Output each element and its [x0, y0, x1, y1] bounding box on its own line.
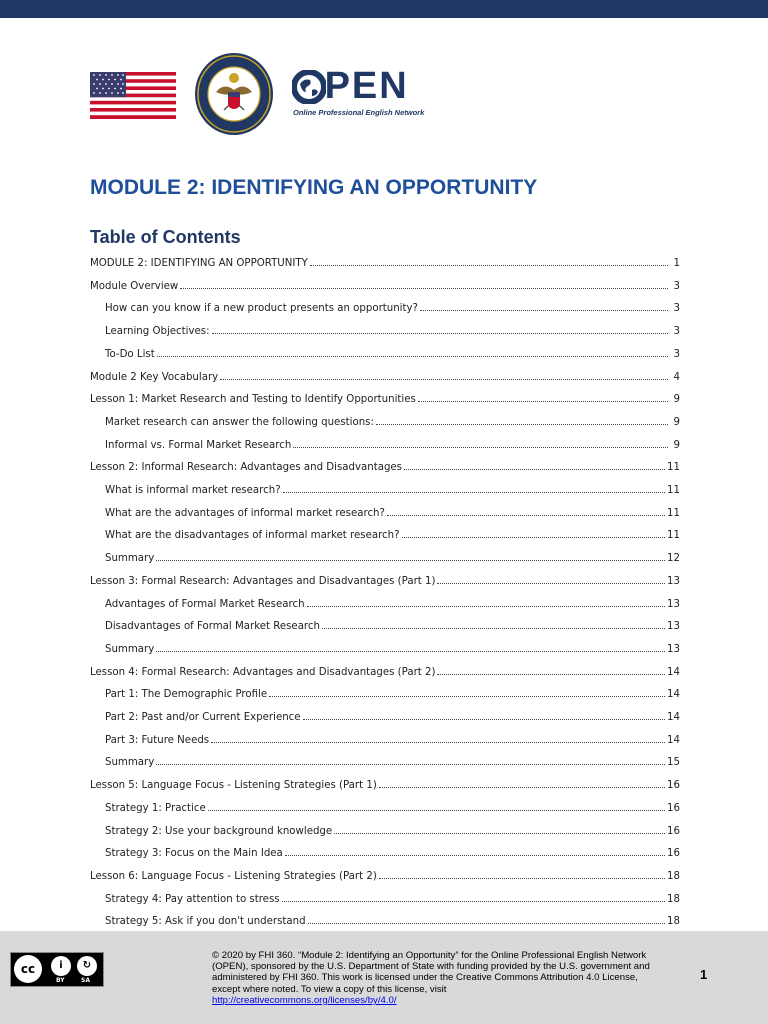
toc-entry-page: 3 — [673, 348, 680, 360]
toc-entry-page: 11 — [667, 485, 680, 496]
toc-entry-title: Informal vs. Formal Market Research — [105, 439, 292, 451]
toc-entry-title: Learning Objectives: — [105, 326, 210, 338]
toc-leader-dots — [282, 901, 665, 902]
toc-leader-dots — [418, 401, 668, 402]
toc-entry-page: 9 — [673, 439, 680, 451]
toc-entry-page: 11 — [667, 530, 680, 542]
toc-entry-page: 9 — [673, 394, 680, 406]
toc-entry-title: Part 1: The Demographic Profile — [105, 689, 268, 701]
toc-entry-title: Part 3: Future Needs — [105, 734, 210, 746]
toc-entry[interactable] — [105, 913, 680, 927]
toc-leader-dots — [212, 333, 668, 334]
toc-entry-title: Lesson 5: Language Focus - Listening Strategies (Part 1) — [90, 780, 377, 792]
toc-entry-page: 15 — [667, 757, 680, 769]
toc-entry[interactable] — [105, 686, 680, 700]
toc-entry-page: 4 — [673, 371, 680, 383]
toc-entry-page: 13 — [667, 621, 680, 633]
toc-leader-dots — [334, 833, 665, 834]
toc-leader-dots — [285, 855, 665, 856]
toc-entry-title: Summary — [105, 553, 155, 565]
toc-entry[interactable] — [105, 300, 680, 314]
toc-entry-title: Strategy 4: Pay attention to stress — [105, 893, 280, 905]
toc-entry-title: Module 2 Key Vocabulary — [90, 371, 219, 383]
toc-entry-title: Summary — [105, 643, 155, 655]
toc-entry-page: 18 — [667, 916, 680, 928]
toc-entry-title: What are the disadvantages of informal market research? — [105, 530, 400, 542]
toc-entry-title: Summary — [105, 757, 155, 769]
license-link[interactable]: http://creativecommons.org/licenses/by/4.0/ — [212, 994, 397, 1006]
toc-entry-page: 14 — [667, 689, 680, 701]
toc-entry[interactable] — [90, 777, 680, 791]
toc-entry-page: 14 — [667, 666, 680, 678]
toc-entry-title: What is informal market research? — [105, 485, 281, 496]
toc-leader-dots — [387, 515, 665, 516]
toc-entry-title: Strategy 2: Use your background knowledge — [105, 825, 333, 837]
toc-entry-page: 16 — [667, 848, 680, 860]
us-flag-icon — [90, 72, 176, 119]
toc-entry[interactable] — [105, 323, 680, 337]
toc-leader-dots — [307, 606, 666, 607]
toc-entry[interactable] — [105, 641, 680, 655]
toc-entry-title: Lesson 3: Formal Research: Advantages and Disadvantages (Part 1) — [90, 575, 436, 587]
toc-leader-dots — [404, 469, 665, 470]
toc-entry-page: 18 — [667, 893, 680, 905]
toc-leader-dots — [211, 742, 665, 743]
toc-entry-page: 14 — [667, 712, 680, 723]
toc-entry-page: 12 — [667, 553, 680, 565]
toc-entry-page: 16 — [667, 825, 680, 837]
page-number: 1 — [700, 967, 708, 982]
toc-entry-page: 3 — [673, 280, 680, 292]
cc-by-label: BY — [56, 977, 65, 984]
toc-entry[interactable] — [105, 845, 680, 859]
toc-leader-dots — [303, 719, 665, 720]
toc-leader-dots — [283, 492, 665, 493]
license-text: © 2020 by FHI 360. “Module 2: Identifying an Opportunity” for the Online Professional English Network (OPEN), sponsored by the U.S. Department of State with funding provided by the U.S. government and administered by FHI 360. This work is licensed under the Creative Commons Attribution 4.0 License, except where noted. To view a copy of this license, visit — [212, 950, 650, 995]
cc-by-sa-badge[interactable] — [10, 952, 104, 987]
cc-icon: cc — [14, 955, 42, 983]
open-logo-letters: PEN — [324, 65, 409, 107]
department-of-state-seal-icon — [194, 52, 274, 136]
toc-entry-page: 14 — [667, 734, 680, 746]
toc-title: Table of Contents — [90, 227, 241, 247]
toc-leader-dots — [420, 310, 668, 311]
open-logo-text — [293, 66, 409, 106]
toc-entry-title: Strategy 1: Practice — [105, 802, 206, 814]
toc-entry[interactable] — [90, 573, 680, 587]
toc-entry[interactable] — [105, 800, 680, 814]
cc-sa-label: SA — [81, 977, 90, 984]
toc-leader-dots — [437, 583, 665, 584]
toc-entry[interactable] — [105, 482, 680, 496]
toc-entry-title: Lesson 2: Informal Research: Advantages and Disadvantages — [90, 462, 402, 474]
toc-entry[interactable] — [105, 346, 680, 360]
toc-leader-dots — [157, 356, 668, 357]
toc-leader-dots — [180, 288, 668, 289]
toc-entry[interactable] — [105, 754, 680, 768]
toc-entry[interactable] — [105, 618, 680, 632]
toc-entry[interactable] — [90, 369, 680, 383]
toc-leader-dots — [437, 674, 665, 675]
toc-leader-dots — [308, 923, 665, 924]
toc-entry-page: 16 — [667, 802, 680, 814]
toc-entry-title: To-Do List — [105, 348, 155, 360]
toc-entry[interactable] — [105, 437, 680, 451]
toc-entry-title: Lesson 1: Market Research and Testing to Identify Opportunities — [90, 394, 416, 406]
toc-leader-dots — [379, 878, 665, 879]
toc-entry-title: Strategy 5: Ask if you don't understand — [105, 916, 306, 928]
toc-entry-title: Strategy 3: Focus on the Main Idea — [105, 848, 283, 860]
toc-entry-title: Disadvantages of Formal Market Research — [105, 621, 320, 633]
module-title: MODULE 2: IDENTIFYING AN OPPORTUNITY — [90, 176, 538, 199]
toc-leader-dots — [402, 537, 666, 538]
toc-entry[interactable] — [90, 391, 680, 405]
toc-entry[interactable] — [90, 278, 680, 292]
toc-entry[interactable] — [90, 255, 680, 269]
toc-entry-page: 13 — [667, 643, 680, 655]
toc-entry[interactable] — [105, 414, 680, 428]
toc-leader-dots — [376, 424, 668, 425]
toc-entry-title: What are the advantages of informal market research? — [105, 507, 385, 519]
toc-leader-dots — [156, 764, 665, 765]
toc-entry-page: 18 — [667, 870, 680, 882]
toc-leader-dots — [208, 810, 665, 811]
toc-entry[interactable] — [90, 459, 680, 473]
top-bar — [0, 0, 768, 18]
toc-leader-dots — [322, 628, 665, 629]
toc-entry-page: 11 — [667, 507, 680, 519]
toc-entry-page: 3 — [673, 326, 680, 338]
attribution-person-icon: i — [51, 956, 71, 976]
toc-entry-title: MODULE 2: IDENTIFYING AN OPPORTUNITY — [90, 258, 308, 269]
toc-leader-dots — [220, 379, 668, 380]
toc-leader-dots — [293, 447, 668, 448]
toc-entry-title: Lesson 6: Language Focus - Listening Strategies (Part 2) — [90, 870, 377, 882]
toc-entry[interactable] — [105, 505, 680, 519]
toc-entry[interactable] — [105, 596, 680, 610]
toc-entry[interactable] — [90, 868, 680, 882]
toc-entry-title: Lesson 4: Formal Research: Advantages and Disadvantages (Part 2) — [90, 666, 436, 678]
toc-entry-page: 11 — [667, 462, 680, 474]
share-alike-icon: ↻ — [77, 956, 97, 976]
toc-leader-dots — [269, 696, 665, 697]
toc-entry[interactable] — [90, 664, 680, 678]
toc-entry[interactable] — [105, 823, 680, 837]
toc-leader-dots — [310, 265, 668, 266]
toc-entry-title: Advantages of Formal Market Research — [105, 598, 305, 610]
toc-entry[interactable] — [105, 891, 680, 905]
toc-leader-dots — [156, 560, 665, 561]
open-tagline: Online Professional English Network — [293, 108, 425, 117]
toc-entry-page: 13 — [667, 598, 680, 610]
footer — [0, 931, 768, 1024]
toc-entry-page: 1 — [673, 258, 680, 269]
header-logos — [90, 52, 510, 142]
toc-leader-dots — [156, 651, 665, 652]
license-text-block — [212, 950, 652, 1006]
toc-entry[interactable] — [105, 550, 680, 564]
toc-leader-dots — [379, 787, 665, 788]
toc-entry-title: Market research can answer the following questions: — [105, 416, 374, 428]
toc-entry-page: 13 — [667, 575, 680, 587]
toc-entry-page: 9 — [673, 416, 680, 428]
toc-entry[interactable] — [105, 527, 680, 541]
toc-entry-page: 16 — [667, 780, 680, 792]
toc-entry-title: Part 2: Past and/or Current Experience — [105, 712, 301, 723]
toc-entry-page: 3 — [673, 303, 680, 315]
toc-entry[interactable] — [105, 709, 680, 723]
toc-entry-title: Module Overview — [90, 280, 179, 292]
toc-entry-title: How can you know if a new product presents an opportunity? — [105, 303, 418, 315]
toc-entry[interactable] — [105, 732, 680, 746]
